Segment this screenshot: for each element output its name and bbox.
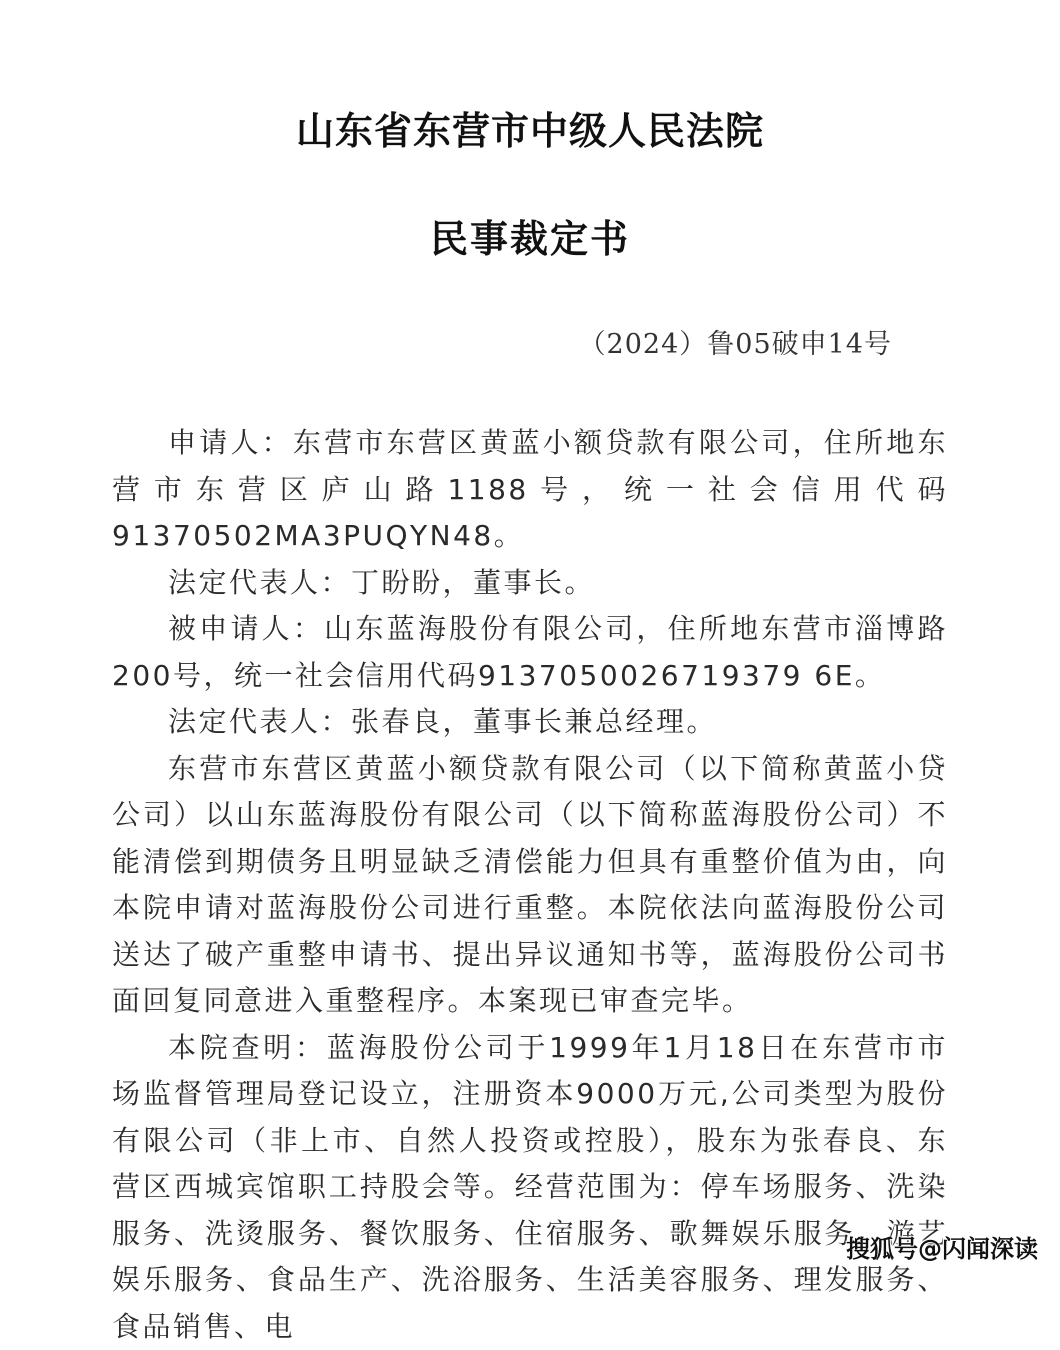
court-name-heading: 山东省东营市中级人民法院 xyxy=(0,100,1060,155)
court-findings-paragraph: 本院查明：蓝海股份公司于1999年1月18日在东营市市场监督管理局登记设立，注册资本9000万元,公司类型为股份有限公司（非上市、自然人投资或控股），股东为张春良、东营区西城宾馆职工持股会等。经营范围为：停车场服务、洗染服务、洗烫服务、餐饮服务、住宿服务、歌舞娱乐服务、游艺娱乐服务、食品生产、洗浴服务、生活美容服务、理发服务、食品销售、电 xyxy=(112,1025,948,1350)
application-summary-paragraph: 东营市东营区黄蓝小额贷款有限公司（以下简称黄蓝小贷公司）以山东蓝海股份有限公司（以下简称蓝海股份公司）不能清偿到期债务且明显缺乏清偿能力但具有重整价值为由，向本院申请对蓝海股份公司进行重整。本院依法向蓝海股份公司送达了破产重整申请书、提出异议通知书等，蓝海股份公司书面回复同意进入重整程序。本案现已审查完毕。 xyxy=(112,746,948,1025)
document-title: 民事裁定书 xyxy=(0,208,1060,263)
respondent-paragraph: 被申请人：山东蓝海股份有限公司，住所地东营市淄博路200号，统一社会信用代码9137050026719379 6E。 xyxy=(112,606,948,699)
applicant-legal-rep-paragraph: 法定代表人：丁盼盼，董事长。 xyxy=(112,560,948,607)
source-watermark: 搜狐号@闪闻深读 xyxy=(846,1229,1038,1264)
respondent-legal-rep-paragraph: 法定代表人：张春良，董事长兼总经理。 xyxy=(112,699,948,746)
document-body xyxy=(112,420,948,1350)
applicant-paragraph: 申请人：东营市东营区黄蓝小额贷款有限公司，住所地东营市东营区庐山路1188号，统一社会信用代码91370502MA3PUQYN48。 xyxy=(112,420,948,560)
case-number: （2024）鲁05破申14号 xyxy=(579,322,892,361)
